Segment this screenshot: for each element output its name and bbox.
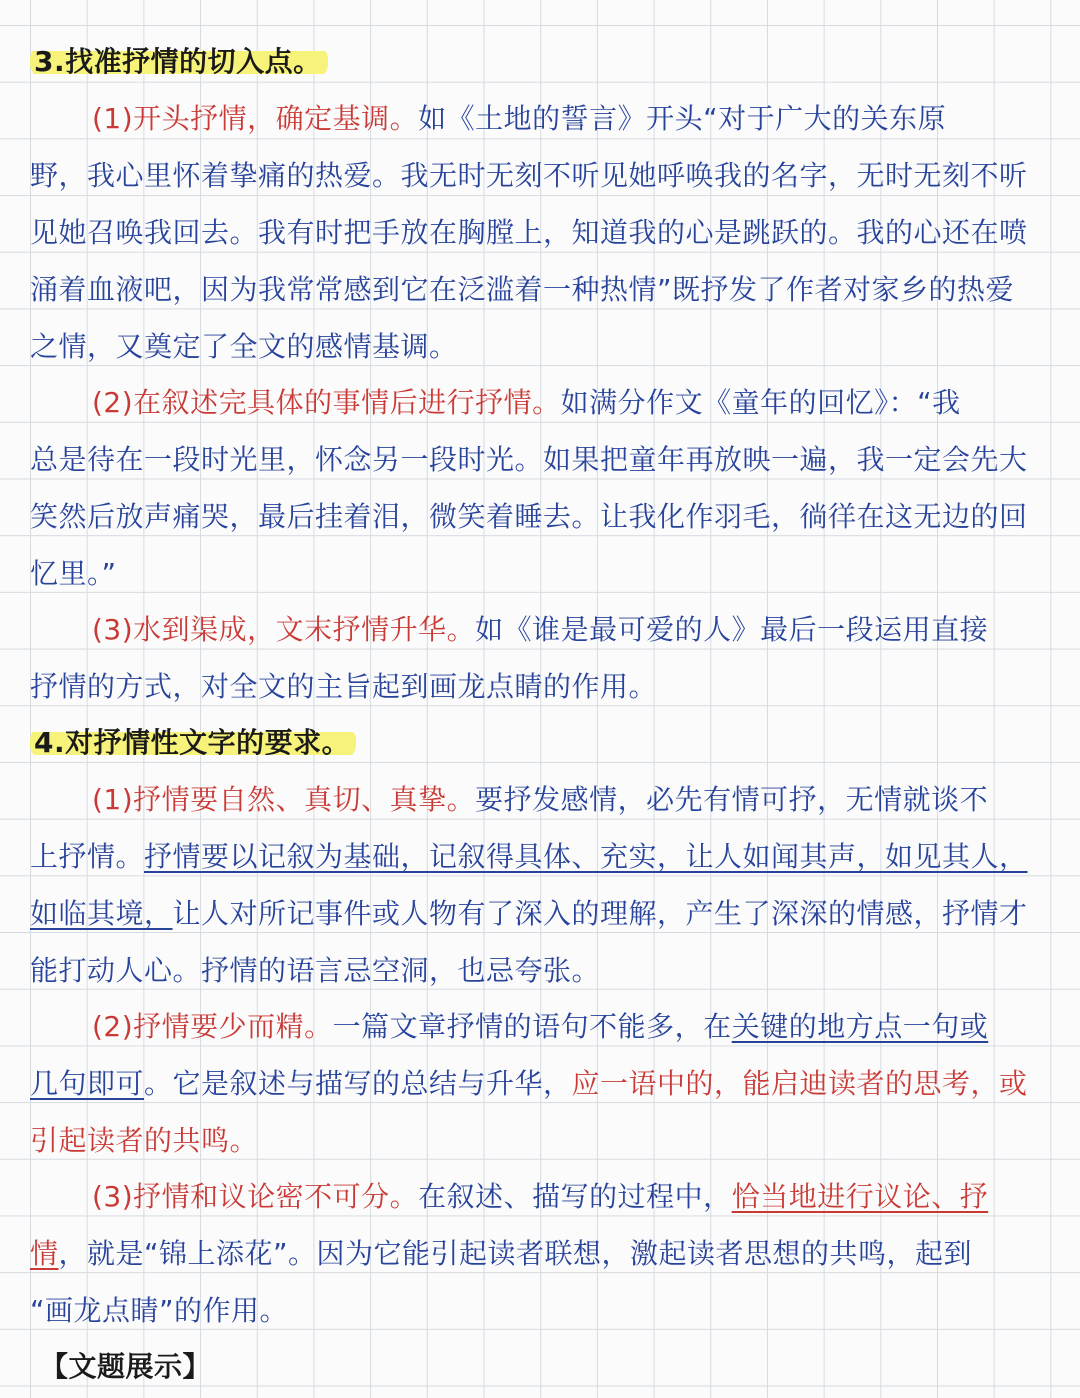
section-4-title-text: 4.对抒情性文字的要求。 <box>30 726 356 759</box>
sec3-line-10 <box>30 601 1080 658</box>
sec4-point-3-underlined: 恰当地进行议论、抒 <box>731 1180 989 1213</box>
sec4-line-7: 引起读者的共鸣。 <box>30 1124 259 1157</box>
sec4-point-2-underlined: 关键的地方点一句或 <box>731 1010 989 1043</box>
sec4-line-2-underlined: 抒情要以记叙为基础，记叙得具体、充实，让人如闻其声，如见其人， <box>144 840 1028 873</box>
section-4-title <box>30 714 1055 771</box>
sec4-line-5 <box>30 998 1080 1055</box>
sec4-point-3-body: 在叙述、描写的过程中， <box>418 1180 732 1213</box>
sec4-line-1 <box>30 771 1080 828</box>
sec3-line-8: 笑然后放声痛哭，最后挂着泪，微笑着睡去。让我化作羽毛，徜徉在这无边的回 <box>30 500 1028 533</box>
essay-prompt-label: 【文题展示】 <box>40 1350 212 1383</box>
sec4-line-3 <box>30 885 1055 942</box>
sec3-line-5: 之情，又奠定了全文的感情基调。 <box>30 330 458 363</box>
sec4-line-3-rest: 让人对所记事件或人物有了深入的理解，产生了深深的情感，抒情才 <box>172 897 1028 930</box>
sec3-line-1 <box>30 90 1080 147</box>
sec4-line-9-underlined: 情 <box>30 1237 59 1270</box>
sec4-line-2-start: 上抒情。 <box>30 840 145 873</box>
sec3-line-2: 野，我心里怀着挚痛的热爱。我无时无刻不听见她呼唤我的名字，无时无刻不听 <box>30 159 1028 192</box>
sec4-point-1-heading: (1)抒情要自然、真切、真挚。 <box>92 783 476 816</box>
sec3-line-6 <box>30 374 1080 431</box>
sec4-point-1-body: 要抒发感情，必先有情可抒，无情就谈不 <box>475 783 989 816</box>
sec3-point-3-heading: (3)水到渠成，文末抒情升华。 <box>92 613 476 646</box>
sec3-line-11: 抒情的方式，对全文的主旨起到画龙点睛的作用。 <box>30 670 658 703</box>
sec4-line-9-body: ，就是“锦上添花”。因为它能引起读者联想，激起读者思想的共鸣，起到 <box>58 1237 973 1270</box>
section-3-title-text: 3.找准抒情的切入点。 <box>30 45 328 78</box>
sec3-line-3: 见她召唤我回去。我有时把手放在胸膛上，知道我的心是跳跃的。我的心还在喷 <box>30 216 1028 249</box>
sec4-point-2-body: 一篇文章抒情的语句不能多，在 <box>332 1010 732 1043</box>
sec4-line-4: 能打动人心。抒情的语言忌空洞，也忌夸张。 <box>30 954 601 987</box>
sec4-line-2 <box>30 828 1055 885</box>
sec3-point-1-body: 如《土地的誓言》开头“对于广大的关东原 <box>418 102 947 135</box>
sec4-line-6 <box>30 1055 1055 1112</box>
sec4-point-3-heading: (3)抒情和议论密不可分。 <box>92 1180 419 1213</box>
sec3-point-2-body: 如满分作文《童年的回忆》：“我 <box>560 386 961 419</box>
sec3-point-2-heading: (2)在叙述完具体的事情后进行抒情。 <box>92 386 561 419</box>
sec4-line-6-body: 。它是叙述与描写的总结与升华， <box>144 1067 572 1100</box>
sec4-line-9 <box>30 1225 1055 1282</box>
sec3-line-7: 总是待在一段时光里，怀念另一段时光。如果把童年再放映一遍，我一定会先大 <box>30 443 1028 476</box>
sec4-line-3-underlined: 如临其境， <box>30 897 173 930</box>
sec4-line-10: “画龙点睛”的作用。 <box>30 1294 289 1327</box>
sec3-point-3-body: 如《谁是最可爱的人》最后一段运用直接 <box>475 613 989 646</box>
sec4-point-2-heading: (2)抒情要少而精。 <box>92 1010 333 1043</box>
sec3-point-1-heading: (1)开头抒情，确定基调。 <box>92 102 419 135</box>
sec4-line-8 <box>30 1168 1080 1225</box>
sec4-line-6-underlined: 几句即可 <box>30 1067 145 1100</box>
sec3-line-9: 忆里。” <box>30 557 117 590</box>
sec3-line-4: 涌着血液吧，因为我常常感到它在泛滥着一种热情”既抒发了作者对家乡的热爱 <box>30 273 1015 306</box>
section-3-title <box>30 33 1055 90</box>
sec4-line-6-red: 应一语中的，能启迪读者的思考，或 <box>571 1067 1028 1100</box>
